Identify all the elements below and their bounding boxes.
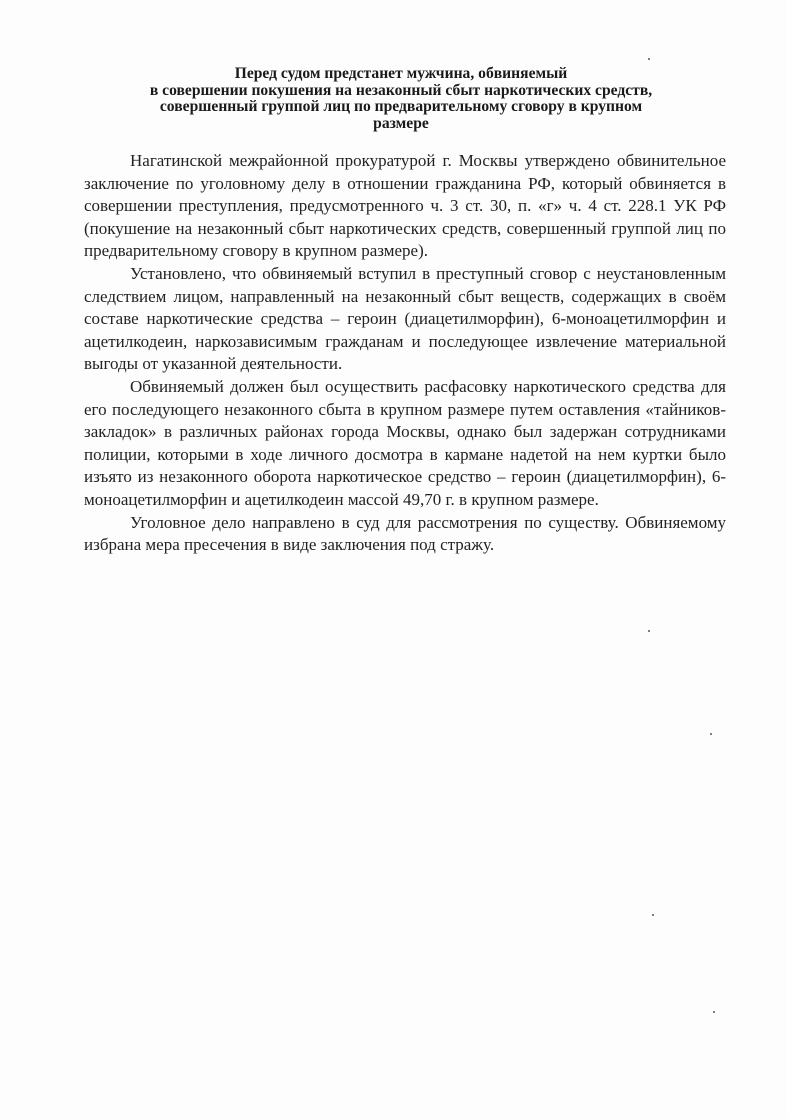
paragraph-detention: Обвиняемый должен был осуществить расфасовку наркотического средства для его последующего незаконного сбыта в крупном размере путем оставления «тайников-закладок» в различных районах города Москвы, однако был задержан сотрудниками полиции, которыми в ходе личного досмотра в кармане надетой на нем куртки было изъято из незаконного оборота наркотическое средство – героин (диацетилморфин), 6-моноацетилморфин и ацетилкодеин массой 49,70 г. в крупном размере.: [84, 376, 726, 509]
title-line: размере: [373, 114, 429, 132]
document-body: [84, 150, 726, 557]
document-title: [80, 66, 722, 132]
title-line: в совершении покушения на незаконный сбыт наркотических средств,: [149, 81, 653, 99]
title-line: Перед судом предстанет мужчина, обвиняемый: [234, 65, 568, 82]
scan-speck: [652, 914, 654, 916]
paragraph-conspiracy: Установлено, что обвиняемый вступил в преступный сговор с неустановленным следствием лицом, направленный на незаконный сбыт веществ, содержащих в своём составе наркотические средства – героин (диацетилморфин), 6-моноацетилморфин и ацетилкодеин, наркозависимым гражданам и последующее извлечение материальной выгоды от указанной деятельности.: [84, 263, 726, 374]
paragraph-court: Уголовное дело направлено в суд для рассмотрения по существу. Обвиняемому избрана мера пресечения в виде заключения под стражу.: [84, 512, 726, 555]
title-line: совершенный группой лиц по предварительному сговору в крупном: [159, 98, 643, 115]
scan-speck: [710, 733, 712, 735]
scan-speck: [648, 58, 650, 60]
paragraph-indictment: Нагатинской межрайонной прокуратурой г. Москвы утверждено обвинительное заключение по уголовному делу в отношении гражданина РФ, который обвиняется в совершении преступления, предусмотренного ч. 3 ст. 30, п. «г» ч. 4 ст. 228.1 УК РФ (покушение на незаконный сбыт наркотических средств, совершенный группой лиц по предварительному сговору в крупном размере).: [84, 151, 726, 261]
scan-speck: [648, 630, 650, 632]
scan-speck: [713, 1011, 715, 1013]
